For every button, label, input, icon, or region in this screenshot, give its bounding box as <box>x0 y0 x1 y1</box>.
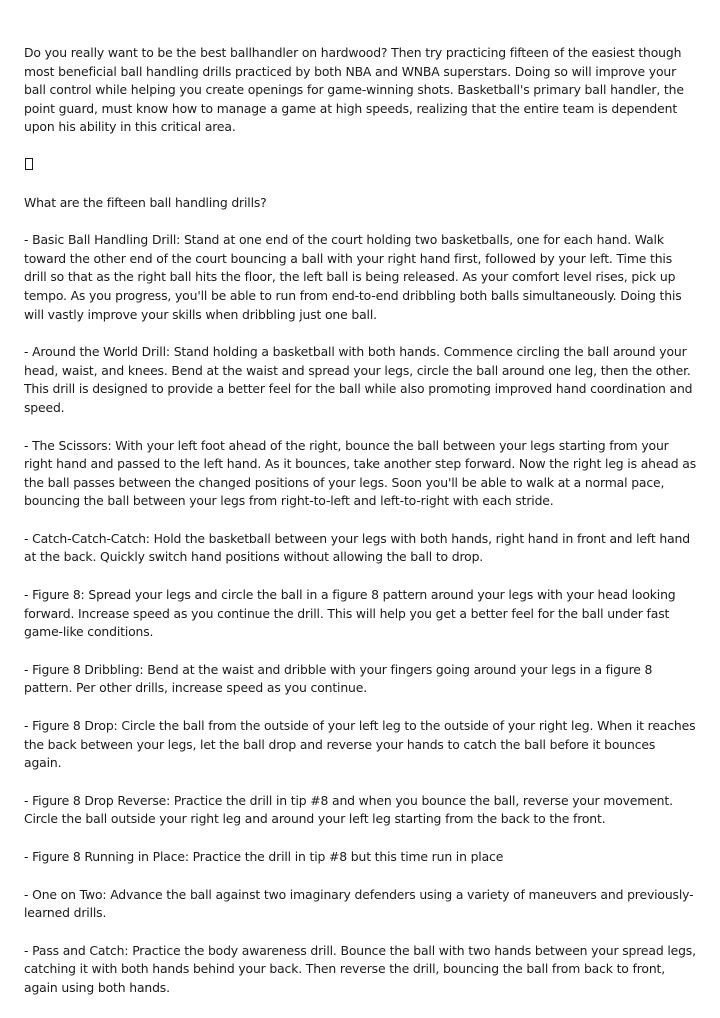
drill-one-on-two: - One on Two: Advance the ball against two imaginary defenders using a variety of maneuvers and previously-learned drills. <box>24 886 694 921</box>
drill-figure-8-drop-reverse: - Figure 8 Drop Reverse: Practice the drill in tip #8 and when you bounce the ball, reverse your movement. Circle the ball outside your right leg and around your left leg starting from the back to the front. <box>24 792 673 827</box>
drill-scissors: - The Scissors: With your left foot ahead of the right, bounce the ball between your legs starting from your right hand and passed to the left hand. As it bounces, take another step forward. Now the right leg is ahead as the ball passes between the changed positions of your legs. Soon you'll be able to walk at a normal pace, bouncing the ball between your legs from right-to-left and left-to-right with each stride. <box>24 437 697 509</box>
missing-glyph-paragraph <box>24 156 696 175</box>
drill-around-the-world: - Around the World Drill: Stand holding a basketball with both hands. Commence circling the ball around your head, waist, and knees. Bend at the waist and spread your legs, circle the ball around one leg, then the other. This drill is designed to provide a better feel for the ball while also promoting improved hand coordination and speed. <box>24 344 693 415</box>
missing-glyph-icon <box>25 158 33 170</box>
article-body <box>24 44 696 1017</box>
drill-basic-ball-handling: - Basic Ball Handling Drill: Stand at one end of the court holding two basketballs, one for each hand. Walk toward the other end of the court bouncing a ball with your right hand first, followed by your left. Time this drill so that as the right ball hits the floor, the left ball is being released. As your comfort level rises, pick up tempo. As you progress, you'll be able to run from end-to-end dribbling both balls simultaneously. Doing this will vastly improve your skills when dribbling just one ball. <box>24 232 682 322</box>
intro-paragraph: Do you really want to be the best ballhandler on hardwood? Then try practicing fifteen of the easiest though most beneficial ball handling drills practiced by both NBA and WNBA superstars. Doing so will improve your ball control while helping you create openings for game-winning shots. Basketball's primary ball handler, the point guard, must know how to manage a game at high speeds, realizing that the entire team is dependent upon his ability in this critical area. <box>24 45 684 135</box>
drill-figure-8-drop: - Figure 8 Drop: Circle the ball from the outside of your left leg to the outside of your right leg. When it reaches the back between your legs, let the ball drop and reverse your hands to catch the ball before it bounces again. <box>24 718 696 771</box>
drill-pass-and-catch: - Pass and Catch: Practice the body awareness drill. Bounce the ball with two hands between your spread legs, catching it with both hands behind your back. Then reverse the drill, bouncing the ball from back to front, again using both hands. <box>24 942 696 995</box>
drill-figure-8: - Figure 8: Spread your legs and circle the ball in a figure 8 pattern around your legs with your head looking forward. Increase speed as you continue the drill. This will help you get a better feel for the ball under fast game-like conditions. <box>24 587 676 640</box>
drill-figure-8-dribbling: - Figure 8 Dribbling: Bend at the waist and dribble with your fingers going around your legs in a figure 8 pattern. Per other drills, increase speed as you continue. <box>24 661 653 696</box>
drill-catch-catch-catch: - Catch-Catch-Catch: Hold the basketball between your legs with both hands, right hand in front and left hand at the back. Quickly switch hand positions without allowing the ball to drop. <box>24 530 690 565</box>
question-paragraph: What are the fifteen ball handling drills? <box>24 194 267 210</box>
drill-figure-8-running: - Figure 8 Running in Place: Practice the drill in tip #8 but this time run in place <box>24 849 504 864</box>
